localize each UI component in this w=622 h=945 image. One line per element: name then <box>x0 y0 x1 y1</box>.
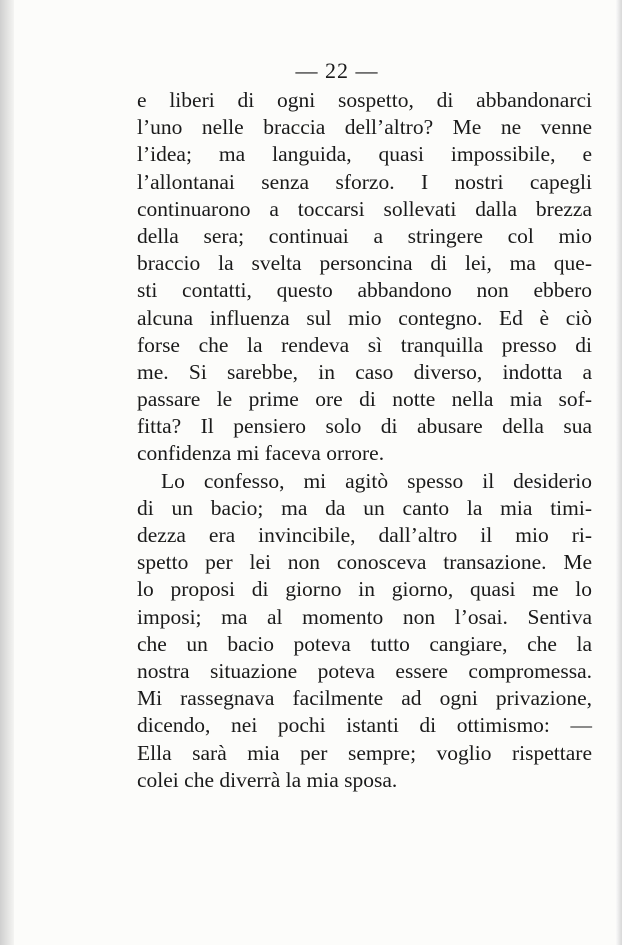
paragraph-2 <box>137 468 592 794</box>
text-line: che un bacio poteva tutto cangiare, che la <box>137 631 592 656</box>
text-line: della sera; continuai a stringere col mio <box>137 223 592 248</box>
text-line: forse che la rendeva sì tranquilla presso di <box>137 332 592 357</box>
text-line: l’allontanai senza sforzo. I nostri capegli <box>137 169 592 194</box>
page-outer-edge <box>616 0 622 945</box>
text-line: dicendo, nei pochi istanti di ottimismo: — <box>137 713 592 738</box>
text-line: lo proposi di giorno in giorno, quasi me lo <box>137 577 592 602</box>
page-binding-edge <box>0 0 14 945</box>
text-line: di un bacio; ma da un canto la mia timi- <box>137 495 592 520</box>
text-line: nostra situazione poteva essere compromessa. <box>137 658 592 683</box>
text-line: imposi; ma al momento non l’osai. Sentiva <box>137 604 592 629</box>
text-line: braccio la svelta personcina di lei, ma que- <box>137 251 592 276</box>
text-line: e liberi di ogni sospetto, di abbandonarci <box>137 88 592 112</box>
text-line: colei che diverrà la mia sposa. <box>137 767 398 792</box>
text-line: confidenza mi faceva orrore. <box>137 441 385 466</box>
text-line: continuarono a toccarsi sollevati dalla brezza <box>137 196 592 221</box>
paragraph-1 <box>137 87 592 468</box>
text-line: spetto per lei non conosceva transazione. Me <box>137 550 592 575</box>
text-line: Ella sarà mia per sempre; voglio rispettare <box>137 740 592 765</box>
text-line: alcuna influenza sul mio contegno. Ed è ciò <box>137 305 592 330</box>
text-line: Mi rassegnava facilmente ad ogni privazione, <box>137 686 592 711</box>
page-number: — 22 — <box>295 58 379 83</box>
text-line: sti contatti, questo abbandono non ebbero <box>137 278 592 303</box>
text-line: l’uno nelle braccia dell’altro? Me ne venne <box>137 115 592 140</box>
text-line: fitta? Il pensiero solo di abusare della sua <box>137 414 592 439</box>
text-line: me. Si sarebbe, in caso diverso, indotta a <box>137 359 592 384</box>
text-line: passare le prime ore di notte nella mia sof- <box>137 387 592 412</box>
text-line: dezza era invincibile, dall’altro il mio ri- <box>137 523 592 547</box>
text-line: Lo confesso, mi agitò spesso il desiderio <box>161 468 592 493</box>
text-line: l’idea; ma languida, quasi impossibile, e <box>137 142 592 167</box>
body-text <box>137 87 592 794</box>
